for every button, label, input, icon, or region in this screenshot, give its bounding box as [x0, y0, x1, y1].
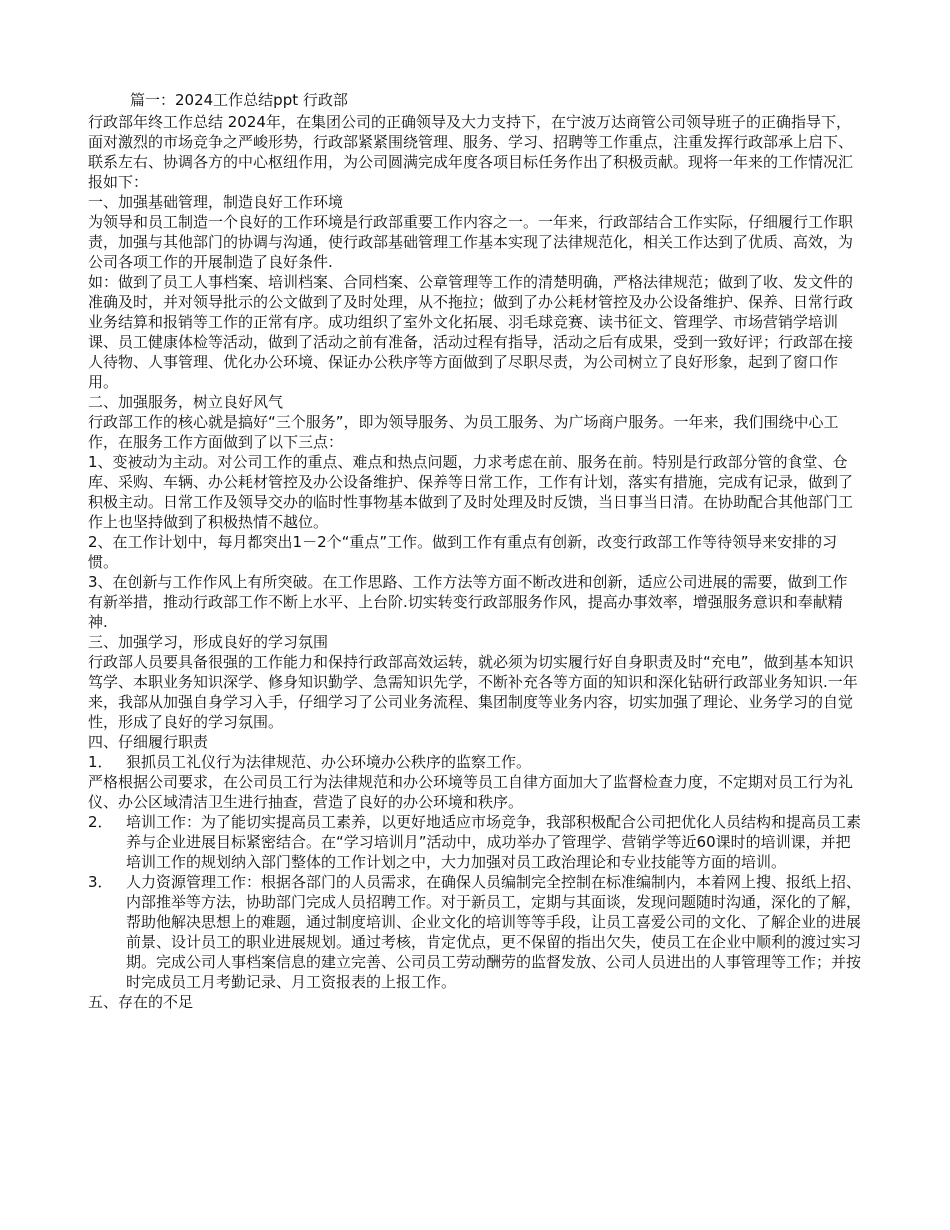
- section-4-item-3: [88, 872, 862, 992]
- section-3-heading: 三、加强学习，形成良好的学习氛围: [88, 633, 329, 651]
- section-4-heading: 四、仔细履行职责: [88, 733, 209, 751]
- list-number: 3．: [88, 873, 113, 891]
- section-2-paragraph-1: 行政部工作的核心就是搞好“三个服务”，即为领导服务、为员工服务、为广场商户服务。一年来，我们围绕中心工作，在服务工作方面做到了以下三点：: [88, 413, 839, 451]
- list-item-text: 人力资源管理工作：根据各部门的人员需求，在确保人员编制完全控制在标准编制内，本着网上搜、报纸上招、内部推举等方法，协助部门完成人员招聘工作。对于新员工，定期与其面谈，发现问题随时沟通，深化的了解，帮助他解决思想上的难题，通过制度培训、企业文化的培训等等手段，让员工喜爱公司的文化、了解企业的进展前景、设计员工的职业进展规划。通过考核，肯定优点，更不保留的指出欠失，使员工在企业中顺利的渡过实习期。完成公司人事档案信息的建立完善、公司员工劳动酬劳的监督发放、公司人员进出的人事管理等工作；并按时完成员工月考勤记录、月工资报表的上报工作。: [126, 873, 862, 991]
- section-4-item-1: [88, 752, 862, 772]
- section-2-paragraph-4: 3、在创新与工作作风上有所突破。在工作思路、工作方法等方面不断改进和创新，适应公司进展的需要，做到工作有新举措，推动行政部工作不断上水平、上台阶.切实转变行政部服务作风，提高办事效率，增强服务意识和奉献精神.: [88, 573, 848, 631]
- section-2-heading: 二、加强服务，树立良好风气: [88, 393, 284, 411]
- document-title: 篇一：2024工作总结ppt 行政部: [130, 91, 348, 109]
- section-1-heading: 一、加强基础管理，制造良好工作环境: [88, 193, 344, 211]
- intro-paragraph: 行政部年终工作总结 2024年，在集团公司的正确领导及大力支持下，在宁波万达商管公司领导班子的正确指导下，面对激烈的市场竞争之严峻形势，行政部紧紧围绕管理、服务、学习、招聘等工作重点，注重发挥行政部承上启下、联系左右、协调各方的中心枢纽作用，为公司圆满完成年度各项目标任务作出了积极贡献。现将一年来的工作情况汇报如下：: [88, 113, 854, 191]
- section-2-paragraph-3: 2、在工作计划中，每月都突出1－2个“重点”工作。做到工作有重点有创新，改变行政部工作等待领导来安排的习惯。: [88, 533, 838, 571]
- section-4-item-2: [88, 812, 862, 872]
- section-1-paragraph-1: 为领导和员工制造一个良好的工作环境是行政部重要工作内容之一。一年来，行政部结合工作实际，仔细履行工作职责，加强与其他部门的协调与沟通，使行政部基础管理工作基本实现了法律规范化，相关工作达到了优质、高效，为公司各项工作的开展制造了良好条件.: [88, 213, 854, 271]
- list-number: 2．: [88, 813, 113, 831]
- section-5-heading: 五、存在的不足: [88, 993, 194, 1011]
- section-1-paragraph-2: 如：做到了员工人事档案、培训档案、合同档案、公章管理等工作的清楚明确，严格法律规范；做到了收、发文件的准确及时，并对领导批示的公文做到了及时处理，从不拖拉；做到了办公耗材管控及办公设备维护、保养、日常行政业务结算和报销等工作的正常有序。成功组织了室外文化拓展、羽毛球竞赛、读书征文、管理学、市场营销学培训课、员工健康体检等活动，做到了活动之前有准备，活动过程有指导，活动之后有成果，受到一致好评；行政部在接人待物、人事管理、优化办公环境、保证办公秩序等方面做到了尽职尽责，为公司树立了良好形象，起到了窗口作用。: [88, 273, 854, 391]
- list-number: 1．: [88, 753, 113, 771]
- section-2-paragraph-2: 1、变被动为主动。对公司工作的重点、难点和热点问题，力求考虑在前、服务在前。特别是行政部分管的食堂、仓库、采购、车辆、办公耗材管控及办公设备维护、保养等日常工作，工作有计划，落实有措施，完成有记录，做到了积极主动。日常工作及领导交办的临时性事物基本做到了及时处理及时反馈，当日事当日清。在协助配合其他部门工作上也坚持做到了积极热情不越位。: [88, 453, 854, 531]
- section-4-paragraph-1: 严格根据公司要求，在公司员工行为法律规范和办公环境等员工自律方面加大了监督检查力度，不定期对员工行为礼仪、办公区域清洁卫生进行抽查，营造了良好的办公环境和秩序。: [88, 773, 854, 811]
- list-item-text: 狠抓员工礼仪行为法律规范、办公环境办公秩序的监察工作。: [126, 753, 532, 771]
- section-3-paragraph-1: 行政部人员要具备很强的工作能力和保持行政部高效运转，就必须为切实履行好自身职责及时“充电”，做到基本知识笃学、本职业务知识深学、修身知识勤学、急需知识先学，不断补充各等方面的知识和深化钻研行政部业务知识.一年来，我部从加强自身学习入手，仔细学习了公司业务流程、集团制度等业务内容，切实加强了理论、业务学习的自觉性，形成了良好的学习氛围。: [88, 653, 858, 731]
- list-item-text: 培训工作：为了能切实提高员工素养，以更好地适应市场竞争，我部积极配合公司把优化人员结构和提高员工素养与企业进展目标紧密结合。在“学习培训月”活动中，成功举办了管理学、营销学等近60课时的培训课，并把培训工作的规划纳入部门整体的工作计划之中，大力加强对员工政治理论和专业技能等方面的培训。: [126, 813, 862, 871]
